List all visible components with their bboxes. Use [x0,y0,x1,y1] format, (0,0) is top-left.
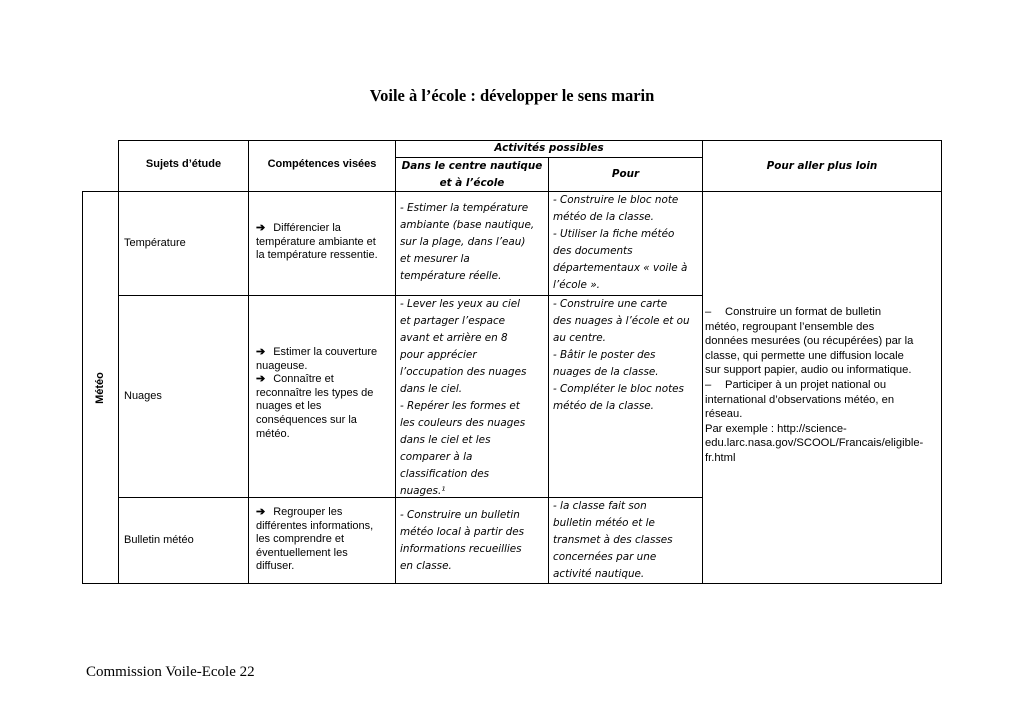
header-sujets-label: Sujets d’étude [145,158,222,170]
dash-bullet-icon: – [705,306,712,318]
header-sujets [119,158,248,172]
header-centre-line1: Dans le centre nautique [401,160,543,172]
dash-bullet-icon: – [705,378,712,391]
header-plus-loin-label: Pour aller plus loin [766,159,878,172]
table-row-nuages [119,296,248,497]
header-pour [549,158,702,191]
header-centre-line2: et à l’école [439,177,505,189]
header-pour-label: Pour [611,168,640,180]
table-row-temperature [119,192,248,295]
page-title: Voile à l’école : développer le sens marin [369,86,655,105]
header-competences-label: Compétences visées [267,158,377,170]
group-label-text: Météo [94,371,106,404]
header-centre [396,158,548,192]
competences-cell: ➔ Estimer la couverture nuageuse. ➔ Connaître et reconnaître les types de nuages et les conséquences sur la météo. [256,346,378,440]
group-label-meteo [82,191,118,584]
centre-cell: - Construire un bulletin météo local à partir des informations recueillies en classe. [400,509,524,572]
arrow-right-icon: ➔ [256,373,266,386]
header-activites [396,140,702,157]
arrow-right-icon: ➔ [256,506,266,518]
header-competences [249,158,395,172]
header-plus-loin [703,141,941,191]
centre-cell: - Lever les yeux au ciel et partager l’espace avant et arrière en 8 pour apprécier l’occupation des nuages dans le ciel. - Repérer les formes et les couleurs des nuages dans le ciel et les comparer à la classification des nuages.¹ [400,298,527,497]
sujet-label: Bulletin météo [124,533,194,546]
table-row-bulletin [119,498,248,583]
pour-cell: - Construire une carte des nuages à l’école et ou au centre. - Bâtir le poster des nuages de la classe. - Compléter le bloc notes météo de la classe. [553,298,690,412]
centre-cell: - Estimer la température ambiante (base nautique, sur la plage, dans l’eau) et mesurer la température réelle. [400,202,535,282]
pour-cell: - la classe fait son bulletin météo et le transmet à des classes concernées par une activité nautique. [553,500,673,580]
sujet-label: Nuages [124,389,162,402]
sujet-label: Température [124,236,186,249]
pour-cell: - Construire le bloc note météo de la classe. - Utiliser la fiche météo des documents départementaux « voile à l’école ». [553,194,688,291]
header-activites-label: Activités possibles [494,142,604,154]
page-footer: Commission Voile-Ecole 22 [86,664,255,680]
competences-cell: ➔ Regrouper les différentes informations, les comprendre et éventuellement les diffuser. [256,506,374,573]
plus-loin-cell: – Construire un format de bulletin météo, regroupant l’ensemble des données mesurées (ou récupérées) par la classe, qui permette une diffusion locale sur support papier, audio ou informatique. – Participer à un projet national ou international d’observations météo, en réseau. Par exemple : http://science- edu.larc.nasa.gov/SCOOL/Francais/eligible- fr.html [705,306,924,464]
competences-cell: ➔ Différencier la température ambiante et la température ressentie. [256,222,378,262]
arrow-right-icon: ➔ [256,346,266,358]
arrow-right-icon: ➔ [256,222,266,234]
